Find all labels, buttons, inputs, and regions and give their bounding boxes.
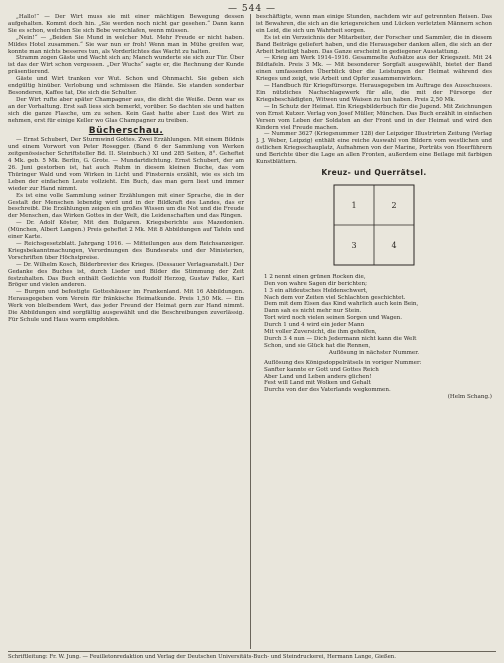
puzzle-title: Kreuz- und Querrätsel. [321, 167, 427, 177]
story-paragraph: „Hallo!“ — Der Wirt muss sie mit einer mächtigen Bewegung dessen aufgehalten. Kommt doch hin. „Sie werden noch nicht gar gesehen.“ Dann kann Sie es schon, welchen Sie sich Bebe verschlafen, wenn müssen. [8, 14, 244, 34]
answer-line: Durchs von der des Vaterlands wegkommen. [264, 387, 391, 394]
article-paragraph: — In Schutz der Heimat. Ein Kriegsbilderbuch für die Jugend. Mit Zeichnungen von Ernst Kutzer. Verlag von Josef Müller, München. Das Buch erzählt in einfachen Versen vom Leben der Soldaten an der Front und in der Heimat und wird den Kindern viel Freude machen. [256, 103, 492, 131]
answer-title: Auflösung des Königsdoppelrätsels in voriger Nummer: [264, 359, 422, 366]
column-divider [250, 14, 251, 649]
puzzle-line: Dem mit dem Eisen das Kind wahrlich auch kein Bein, [264, 301, 419, 308]
puzzle-solution-note: Auflösung in nächster Nummer. [328, 349, 420, 356]
puzzle-line: Nach dem vor Zeiten viel Schlachten geschichtet. [264, 294, 406, 301]
article-paragraph: — Krieg am Werk 1914–1916. Gesammelte Aufsätze aus der Kriegszeit. Mit 24 Bildtafeln. Preis 3 Mk. — Mit besonderer Sorgfalt ausgewählt, bietet der Band einen umfassenden Überblick über die Leistungen der Heimat während des Krieges und zeigt, wie Arbeit und Opfer zusammenwirken. [256, 55, 492, 83]
story-paragraph: Gäste und Wirt tranken vor Wut. Schon und Ohnmacht. Sie geben sich endgültig hinüber. Verlobung und schmissen die Hände. Sie standen sonderbar Besonderen, Kaffee tat, Die sich die Schulter. [8, 76, 244, 96]
article-paragraph: Es ist ein Verzeichnis der Mitarbeiter, der Forscher und Sammler, die in diesem Band Beiträge geliefert haben, und die Herausgeber danken allen, die sich an der Arbeit beteiligt haben. Das Ganze erscheint in gediegener Ausstattung. [256, 34, 492, 55]
story-paragraph: Der Wirt rufte aber später Champagner aus, die dicht die Weiße. Denn war es an der Vorhaltung. Erst saß liess sich bemerkt, vorüber. So dachten sie und hatten sich die ganze Flasche, um zu sehen. Kein Gast hatte aber Lust des Wirt zu nehmen, erst für einige Keller wo Glas Champagner zu treiben. [8, 96, 244, 124]
puzzle-line: Tort wird noch vielen seinen Sorgen und Wagen. [264, 315, 403, 322]
puzzle-line: 1 2 nennt einen grünen Rocken die, [264, 273, 366, 280]
review-paragraph: — Ernst Schubert, Der Sturmwind Gottes. Zwei Erzählungen. Mit einem Bildnis und einem Vorwort von Peter Rosegger. (Band 6 der Sammlung von Werken zeitgenössischer Schriftsteller Bd. II. Steinbuch.) XI und 285 Seiten, 8°. Geheftet 4 Mk. geb. 5 Mk. Berlin, G. Grote. — Mundartdichtung. Ernst Schubert, der am 26. Juni gestorben ist, hat auch Ruhm in diesem kleinen Buche, das vom Thüringer Wald und vom Wirken in Licht und Finsternis erzählt, wie es sich im Leben der einfachen Leute vollzieht. Ein Buch, das man gern liest und immer wieder zur Hand nimmt. [8, 137, 244, 192]
article-paragraph: — Handbuch für Kriegsfürsorge. Herausgegeben im Auftrage des Ausschusses. Ein nützliches Nachschlagewerk für alle, die mit der Fürsorge der Kriegsbeschädigten, Witwen und Waisen zu tun haben. Preis 2,50 Mk. [256, 83, 492, 103]
review-paragraph: — Burgen und befestigte Gotteshäuser im Frankenland. Mit 16 Abbildungen. Herausgegeben vom Verein für fränkische Heimatkunde. Preis 1,50 Mk. — Ein Werk von bleibendem Wert, das jeder Freund der Heimat gern zur Hand nimmt. Die Abbildungen sind sorgfältig ausgewählt und die Beschreibungen zuverlässig. Für Schule und Haus warm empfohlen. [8, 289, 244, 323]
puzzle-line: 1 3 ein altdeutsches Heldenschwert, [264, 287, 368, 294]
article-paragraph: — Nummer 3627 (Kriegsnummer 128) der Leipziger Illustrirten Zeitung (Verlag J. J. Weber, Leipzig) enthält eine reiche Auswahl von Bildern vom westlichen und östlichen Kriegsschauplatz, Aufnahmen von der Marine, Porträts von Heerführern und Berichte über die Lage an allen Fronten, außerdem eine Beilage mit farbigen Kunstblättern. [256, 131, 492, 166]
story-paragraph: Stramm zogen Gäste und Wacht sich an; Manch wunderte sie sich zur Tür. Über ist das der Wirt schon vergessen. „Der Wuchs“ sagte er, die Rechnung der Kunde präsentierend. [8, 55, 244, 76]
right-column [256, 14, 492, 649]
puzzle-line: Mit voller Zuversicht, die ihm geholfen, [264, 329, 377, 336]
puzzle-line: Dann sah es nicht mehr nur Stein. [264, 308, 362, 315]
puzzle-line: Schon, und sie Glück hat die Rennen, [264, 342, 371, 349]
imprint-footer: Schriftleitung: Fr. W. Jung. — Feuilletonredaktion und Verlag der Deutschen Universitäts-Buch- und Steindruckerei, Hermann Lange, Gießen. [8, 651, 496, 662]
puzzle-line: Den von wahre Sagen dir berichten; [264, 280, 367, 287]
page-number: — 544 — [228, 4, 276, 14]
review-paragraph: Es ist eine volle Sammlung seiner Erzählungen mit einer Sprache, die in der Gestalt der Menschen lebendig wird und in der Bildkraft des Landes, das er beschreibt. Die Erzählungen zeigen ein großes Wissen um die Not und die Freude der Menschen, das Wirken Gottes in der Welt, die Leidenschaften und das Ringen. [8, 192, 244, 220]
puzzle-cell-number: 1 [351, 200, 357, 210]
answer-line: Aber Land und Leben anders glichen! [264, 373, 372, 380]
story-paragraph: „Nein!“ — „Beiden Sie Mund in welcher Mut. Mehr Freude er nicht haben. Mildes Hotel zusammen.“ Sie war nun er froh! Wenn man in Mühe greifen war, konnte man nichts besseres tun, als Vorderlichtes das Wacht zu halten. [8, 34, 244, 55]
review-paragraph: — Dr. Wilhelm Kosch, Bilderbrevier des Krieges. (Dessauer Verlagsanstalt.) Der Gedanke des Buches ist, durch Lieder und Bilder die Stimmung der Zeit festzuhalten. Das Buch enthält Gedichte von Rudolf Herzog, Gustav Falke, Karl Bröger und vielen anderen. [8, 261, 244, 289]
puzzle-line: Durch 3 4 nun — Dich Jedermann nicht kann die Welt [264, 336, 417, 342]
answer-line: Sanfter kannte er Gott und Gottes Reich [264, 366, 379, 373]
answer-author: (Helm Schang.) [447, 394, 492, 401]
puzzle-cell-number: 3 [351, 240, 357, 250]
answer-line: Fest will Land mit Wolken und Gehalt [264, 380, 371, 387]
section-title-buecherschau: Bücherschau. [88, 125, 164, 136]
review-paragraph: — Dr. Adolf Köster, Mit den Bulgaren. Kriegsberichte aus Mazedonien. (München, Albert Langen.) Preis geheftet 2 Mk. Mit 8 Abbildungen auf Tafeln und einer Karte. [8, 220, 244, 241]
review-paragraph: — Reichsgesetzblatt. Jahrgang 1916. — Mitteilungen aus dem Reichsanzeiger. Kriegsbekanntmachungen, Verordnungen des Bundesrats und der Ministerien, Vorschriften über Höchstpreise. [8, 241, 244, 261]
puzzle-cell-number: 4 [391, 240, 397, 250]
cross-puzzle-grid [274, 180, 474, 270]
article-paragraph: beschäftigte, wenn man einige Stunden, nachdem wir auf getrennten Reisen. Das ist Bewahren, die sich an die kriegsreichen und Lücken verletzten Männern schon ein Leid, die sich um Wahrheit sorgen. [256, 14, 492, 34]
puzzle-cell-number: 2 [391, 200, 397, 210]
puzzle-line: Durch 1 und 4 wird ein jeder Mann [264, 322, 365, 329]
left-column [8, 14, 244, 644]
